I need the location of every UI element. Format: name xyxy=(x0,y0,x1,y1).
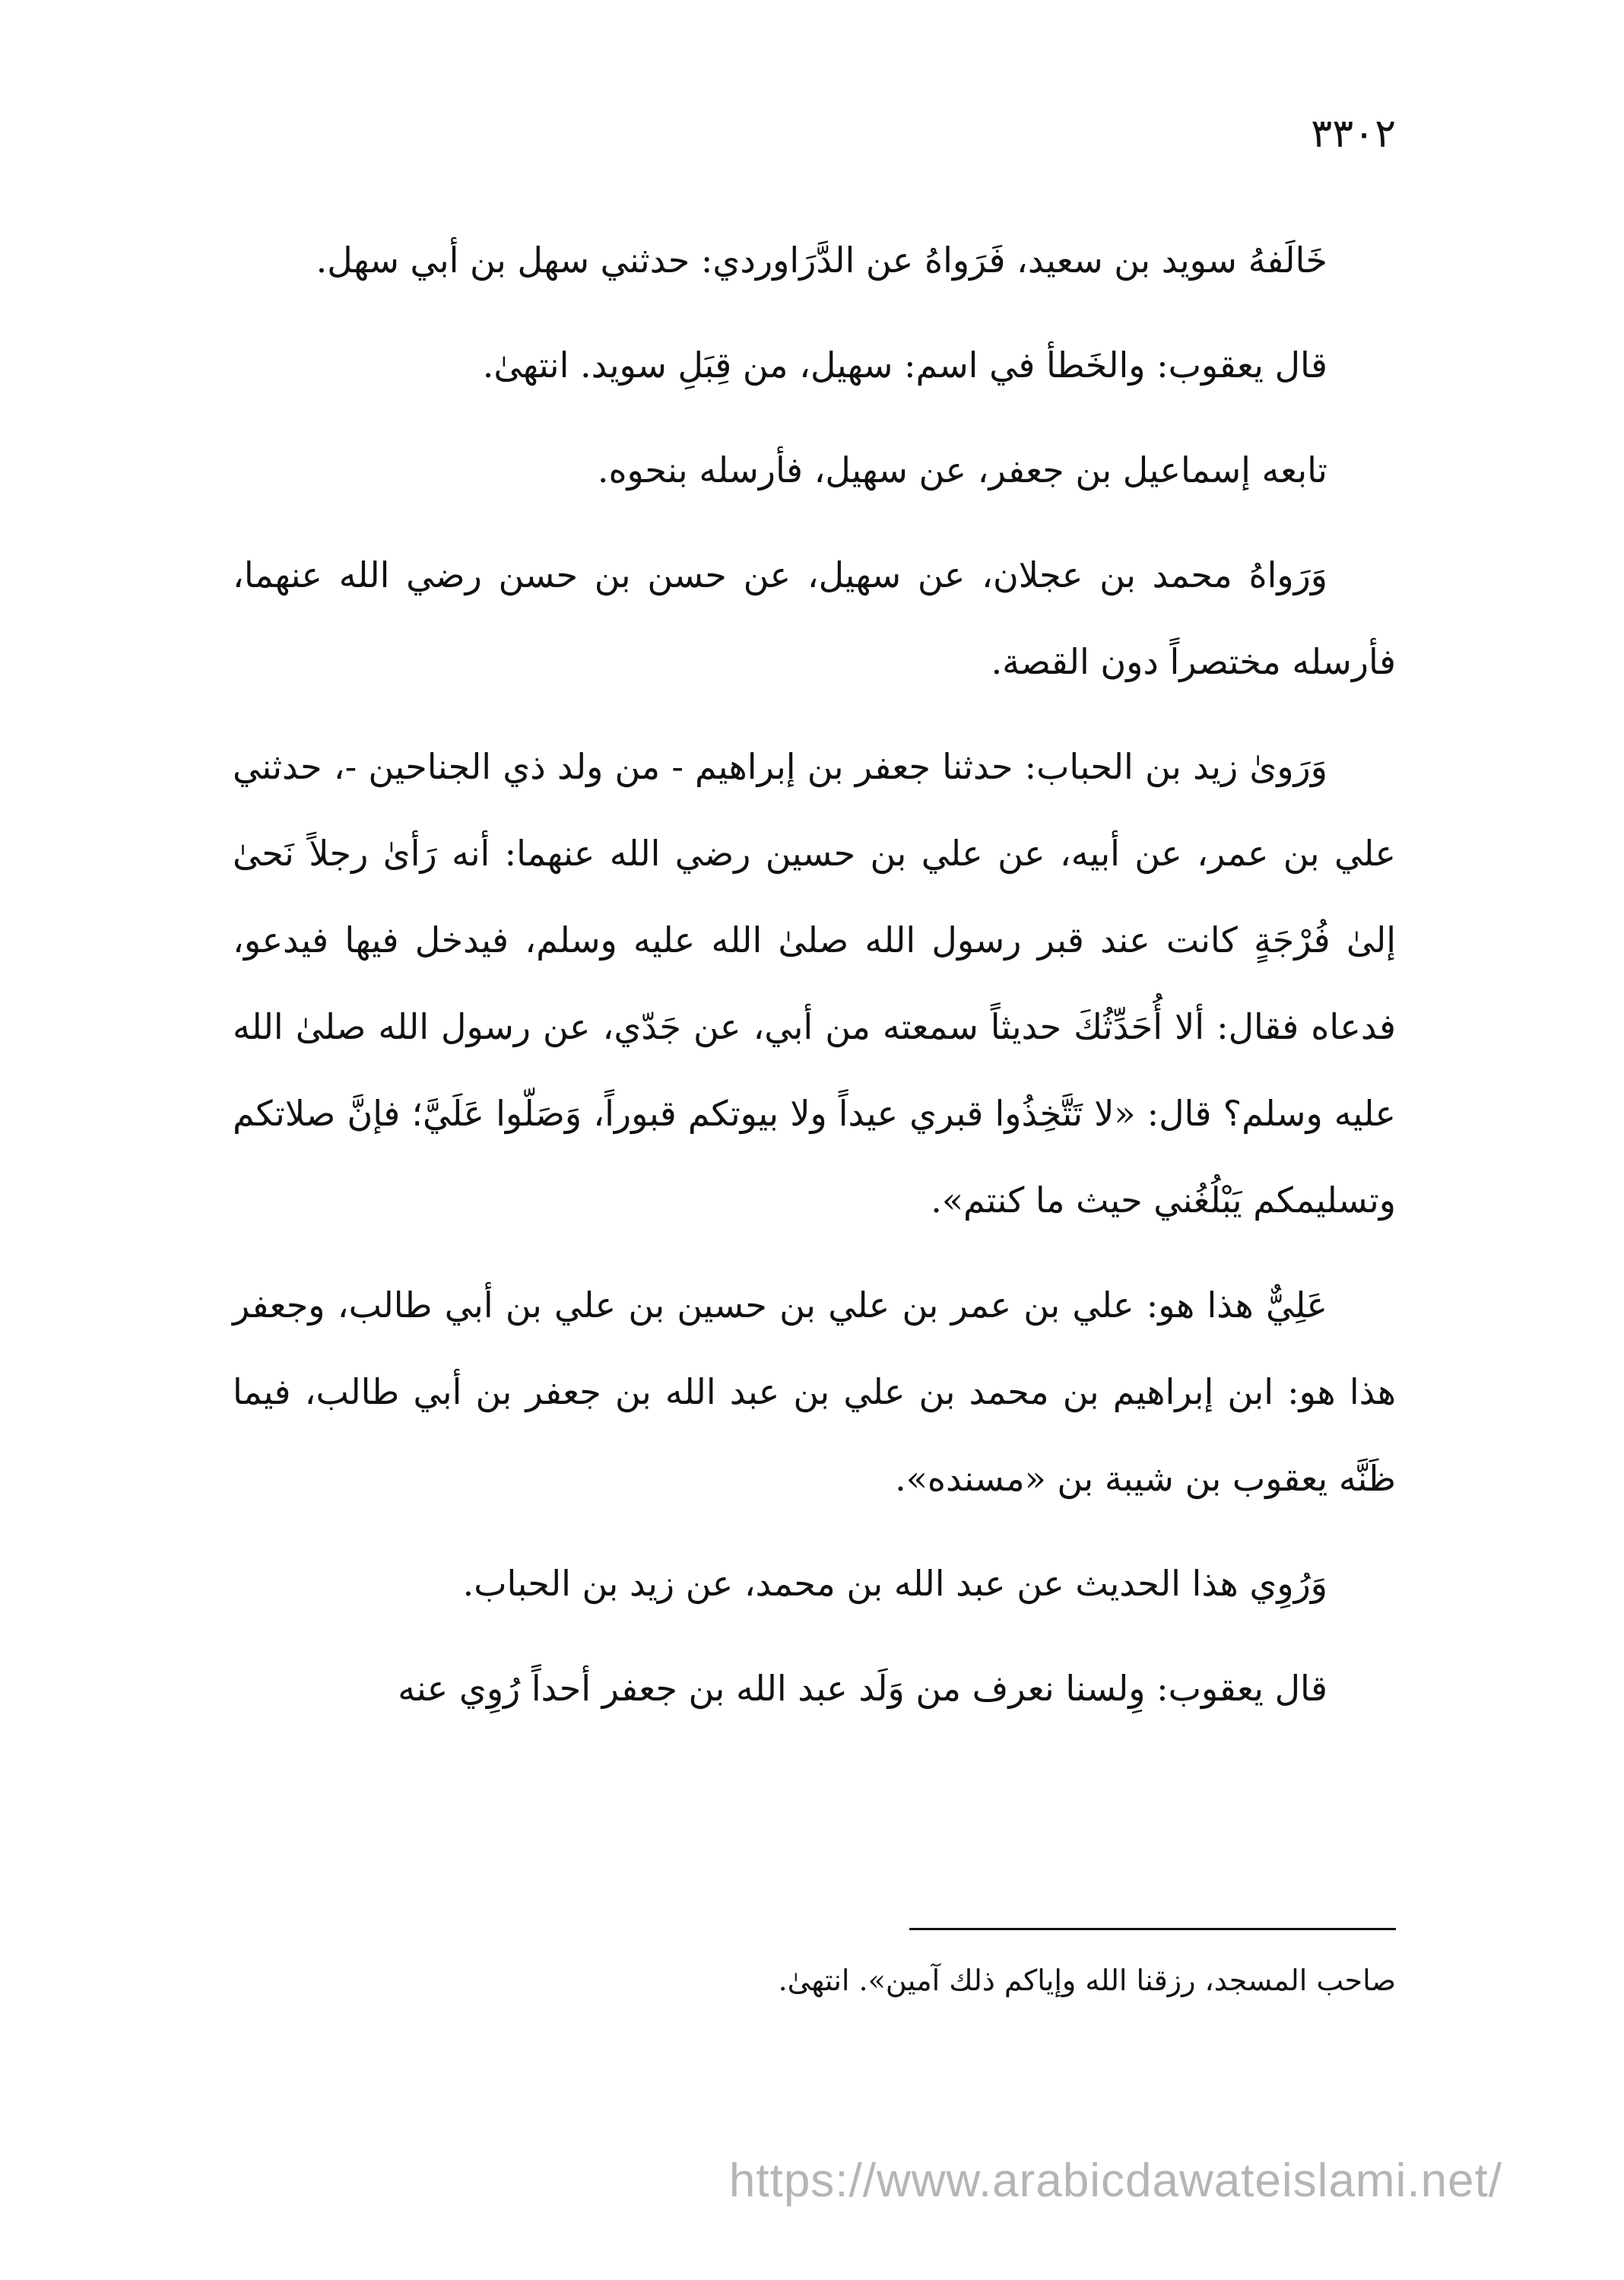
paragraph: قال يعقوب: والخَطأ في اسم: سهيل، من قِبَلِ سويد. انتهىٰ. xyxy=(482,345,1327,386)
paragraph: وَرَوىٰ زيد بن الحباب: حدثنا جعفر بن إبراهيم - من ولد ذي الجناحين -، حدثني علي بن عمر، عن أبيه، عن علي بن حسين رضي الله عنهما: أنه رَأىٰ رجلاً نَحىٰ إلىٰ فُرْجَةٍ كانت عند قبر رسول الله صلىٰ الله عليه وسلم، فيدخل فيها فيدعو، فدعاه فقال: ألا أُحَدِّثُكَ حديثاً سمعته من أبي، عن جَدّي، عن رسول الله صلىٰ الله عليه وسلم؟ قال: «لا تَتَّخِذُوا قبري عيداً ولا بيوتكم قبوراً، وَصَلّوا عَلَيَّ؛ فإنَّ صلاتكم وتسليمكم يَبْلُغُني حيث ما كنتم». xyxy=(233,746,1396,1221)
watermark-url: https://www.arabicdawateislami.net/ xyxy=(728,2155,1502,2207)
paragraph: تابعه إسماعيل بن جعفر، عن سهيل، فأرسله بنحوه. xyxy=(597,449,1327,491)
paragraph: خَالَفهُ سويد بن سعيد، فَرَواهُ عن الدَّرَاوردي: حدثني سهل بن أبي سهل. xyxy=(316,240,1327,281)
page-number: ٣٣٠٢ xyxy=(1311,111,1396,157)
body-text xyxy=(233,217,1396,1732)
paragraph: وَرُوِي هذا الحديث عن عبد الله بن محمد، عن زيد بن الحباب. xyxy=(462,1563,1327,1604)
paragraph: وَرَواهُ محمد بن عجلان، عن سهيل، عن حسن بن حسن رضي الله عنهما، فأرسله مختصراً دون القصة. xyxy=(233,554,1396,682)
footnote: صاحب المسجد، رزقنا الله وإياكم ذلك آمين». انتهىٰ. xyxy=(778,1964,1396,1997)
paragraph: عَلِيٌّ هذا هو: علي بن عمر بن علي بن حسين بن علي بن أبي طالب، وجعفر هذا هو: ابن إبراهيم بن محمد بن علي بن عبد الله بن جعفر بن أبي طالب، فيما ظَنَّه يعقوب بن شيبة بن «مسنده». xyxy=(233,1284,1396,1499)
paragraph: قال يعقوب: وِلسنا نعرف من وَلَد عبد الله بن جعفر أحداً رُوِي عنه xyxy=(398,1668,1327,1709)
footnote-divider xyxy=(909,1928,1396,1930)
